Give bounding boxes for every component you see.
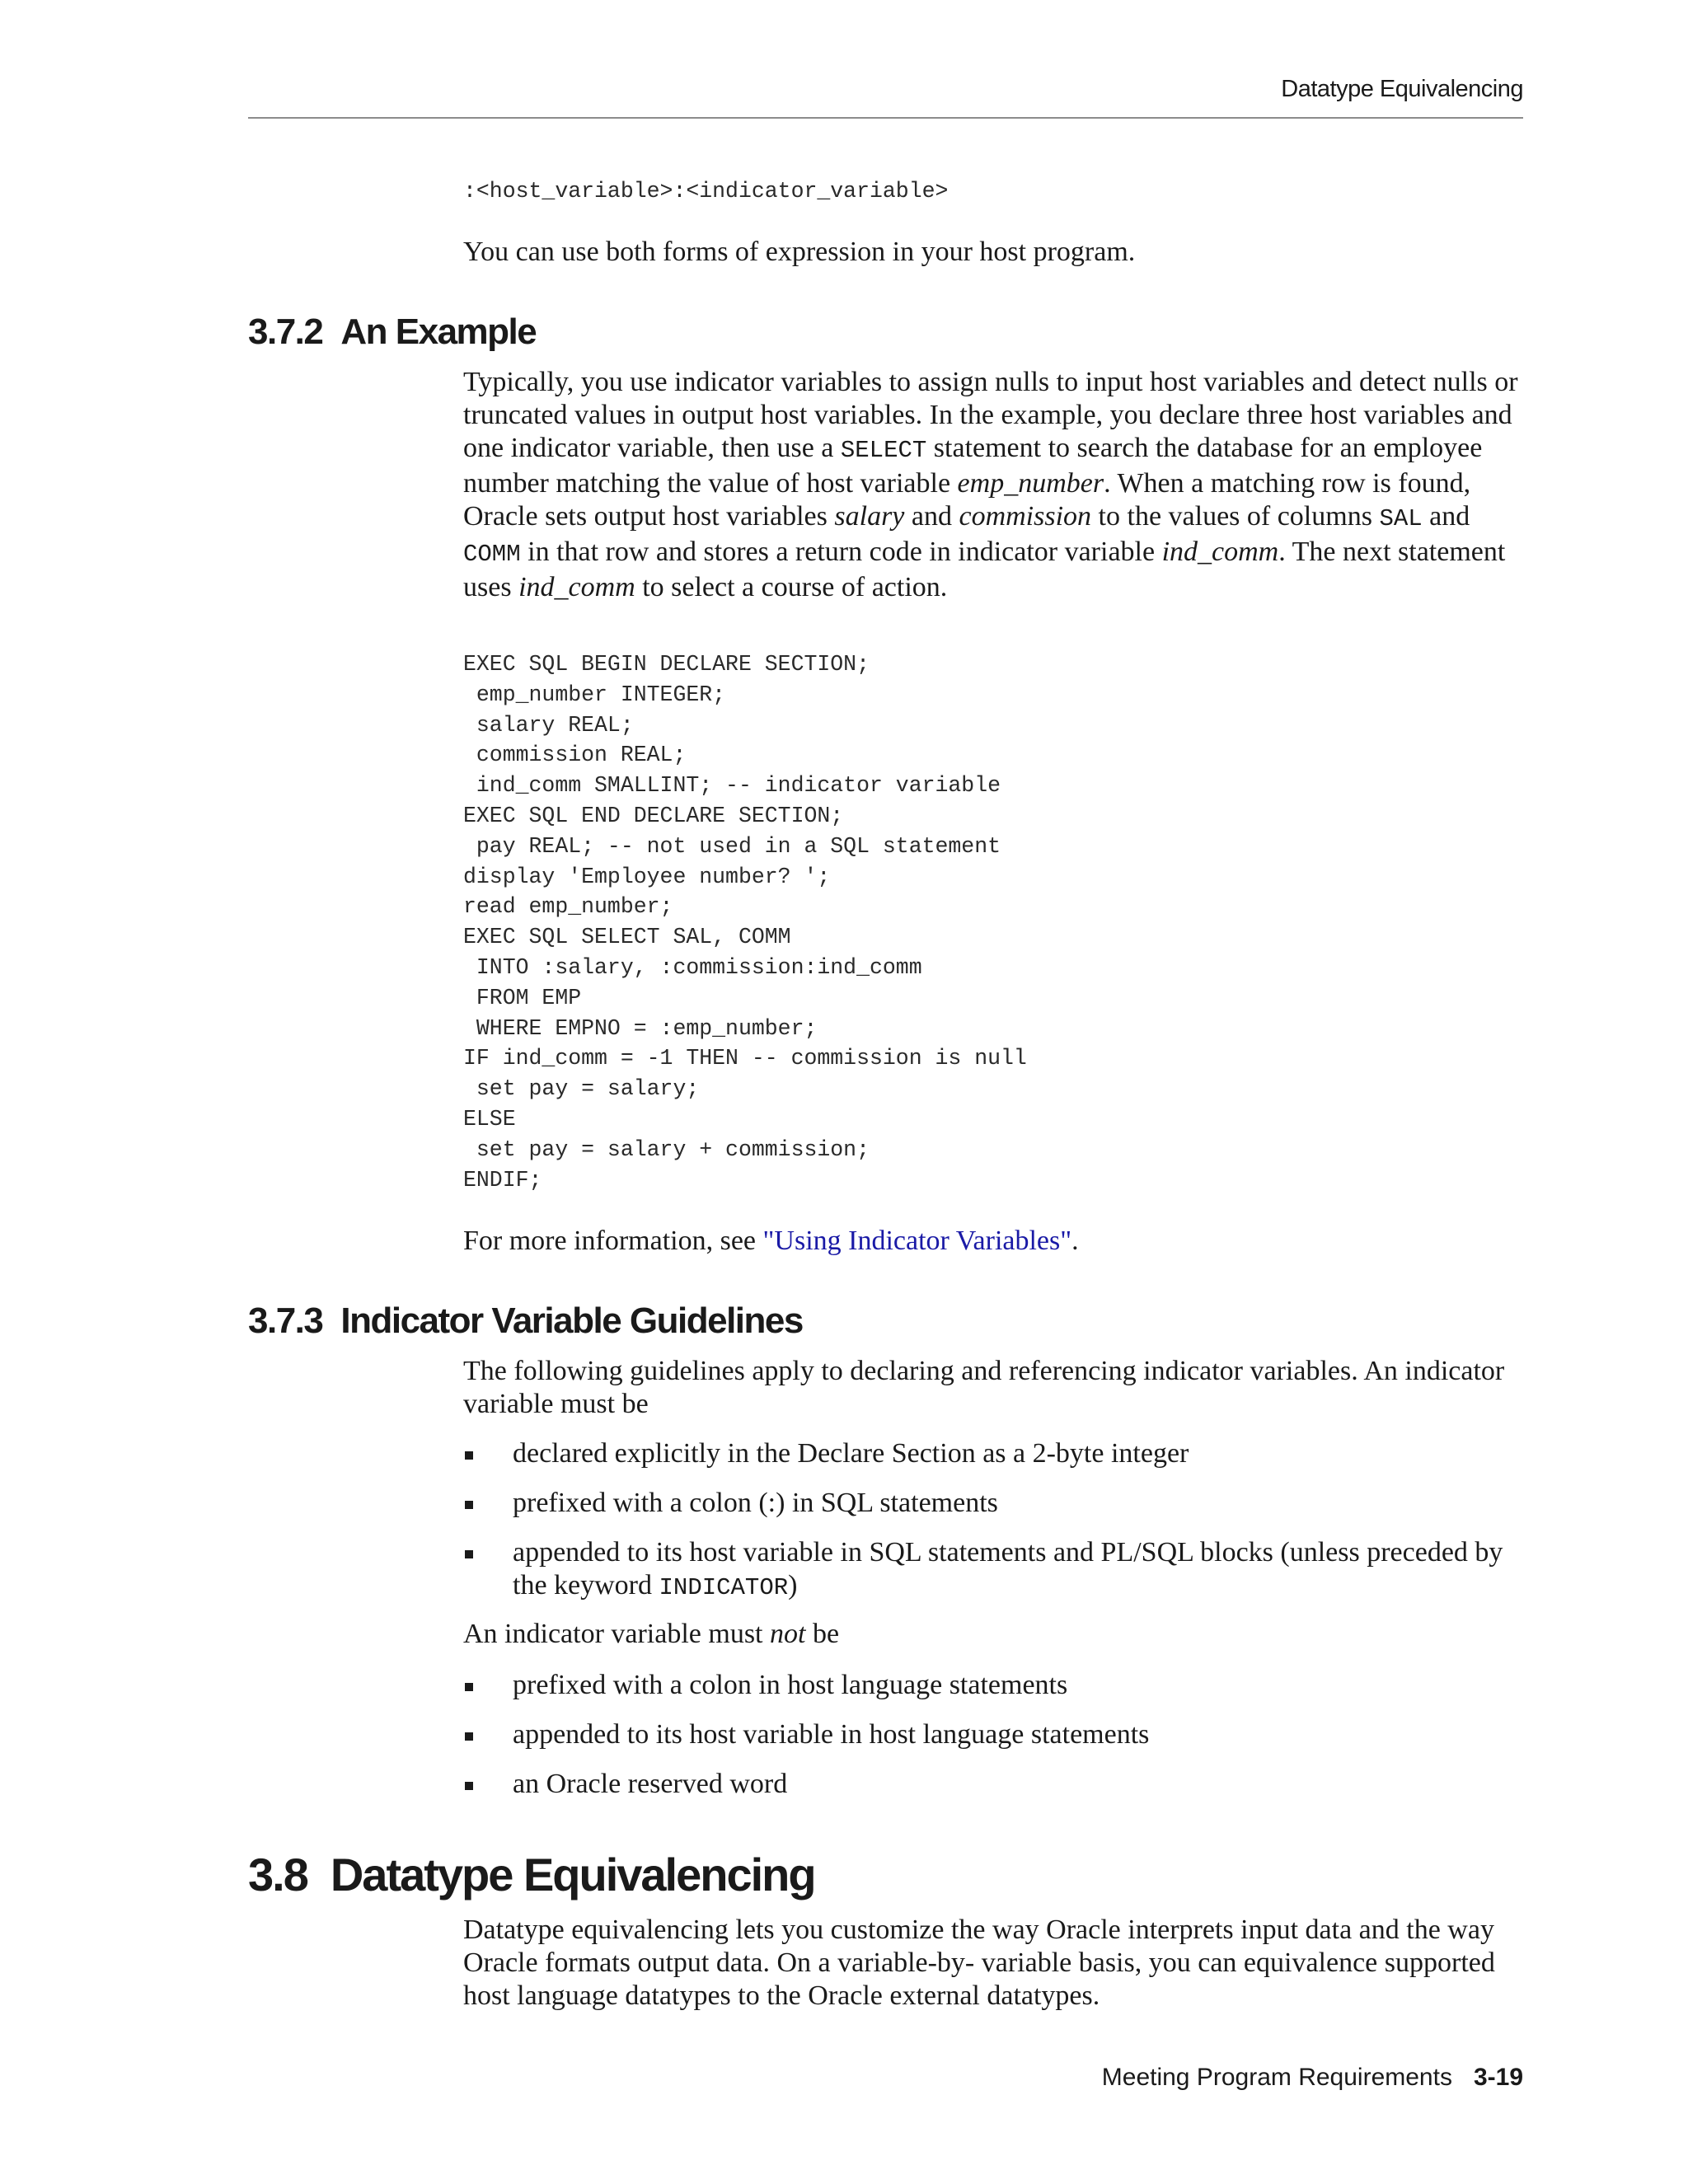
inline-code: COMM <box>463 541 521 568</box>
intro-paragraph: You can use both forms of expression in your host program. <box>463 237 1136 267</box>
square-bullet-icon <box>465 1782 473 1790</box>
text-run: in that row and stores a return code in indicator variable <box>520 537 1162 567</box>
list-item-text: appended to its host variable in host language statements <box>513 1719 1150 1750</box>
list-item-text: appended to its host variable in SQL statements and PL/SQL blocks (unless preceded by the keyword <box>513 1537 1503 1601</box>
text-run: For more information, see <box>463 1226 763 1256</box>
list-item-text: ) <box>788 1570 798 1601</box>
section-title: An Example <box>340 312 537 352</box>
list-item <box>463 1437 1526 1470</box>
text-run: . When a matching row is found, Oracle sets output host variables <box>463 468 1471 532</box>
more-info-paragraph <box>463 1225 1526 1258</box>
using-indicator-variables-link[interactable]: "Using Indicator Variables" <box>762 1226 1072 1256</box>
inline-code: INDICATOR <box>659 1574 789 1601</box>
italic-term: not <box>770 1619 806 1649</box>
text-run: statement to search the database for an employee number matching the value of host variable <box>463 433 1483 499</box>
guidelines-intro: The following guidelines apply to declaring and referencing indicator variables. An indicator variable must be <box>463 1356 1505 1419</box>
list-item-text: prefixed with a colon (:) in SQL statements <box>513 1488 998 1518</box>
footer-chapter-title: Meeting Program Requirements <box>1101 2064 1452 2091</box>
text-run: and <box>904 501 959 532</box>
equivalencing-paragraph: Datatype equivalencing lets you customize the way Oracle interprets input data and the way Oracle formats output data. On a variable-by- variable basis, you can equivalence supported host language datatypes to the Oracle external datatypes. <box>463 1915 1495 2011</box>
section-number: 3.7.3 <box>248 1301 323 1341</box>
list-item-text: prefixed with a colon in host language statements <box>513 1670 1068 1700</box>
inline-code: SELECT <box>840 437 927 464</box>
list-item <box>463 1768 1526 1801</box>
text-run: . The next statement uses <box>463 537 1506 602</box>
must-not-be-list <box>463 1669 1526 1817</box>
square-bullet-icon <box>465 1550 473 1558</box>
section-heading-372 <box>248 312 536 353</box>
italic-term: salary <box>834 501 905 532</box>
italic-term: ind_comm <box>1161 537 1279 567</box>
text-run: to select a course of action. <box>635 572 948 602</box>
section-number: 3.7.2 <box>248 312 323 352</box>
text-run: Typically, you use indicator variables to assign nulls to input host variables and detect nulls or truncated values in output host variables. In the example, you declare three host variables and one indicator variable, then use a <box>463 367 1518 463</box>
must-be-list <box>463 1437 1526 1621</box>
list-item <box>463 1669 1526 1702</box>
square-bullet-icon <box>465 1501 473 1509</box>
square-bullet-icon <box>465 1451 473 1460</box>
square-bullet-icon <box>465 1732 473 1741</box>
text-run: . <box>1071 1226 1079 1256</box>
list-item-text: declared explicitly in the Declare Section as a 2-byte integer <box>513 1438 1189 1469</box>
example-code-block: EXEC SQL BEGIN DECLARE SECTION; emp_number INTEGER; salary REAL; commission REAL; ind_comm SMALLINT; -- indicator variable EXEC SQL END DECLARE SECTION; pay REAL; -- not used in a SQL statement display 'Employee number? '; read emp_number; EXEC SQL SELECT SAL, COMM INTO :salary, :commission:ind_comm FROM EMP WHERE EMPNO = :emp_number; IF ind_comm = -1 THEN -- commission is null set pay = salary; ELSE set pay = salary + commission; ENDIF; <box>463 652 1027 1193</box>
text-run: and <box>1422 501 1470 532</box>
text-run: be <box>805 1619 840 1649</box>
section-heading-373 <box>248 1301 803 1342</box>
list-item <box>463 1487 1526 1520</box>
section-title: Indicator Variable Guidelines <box>340 1301 803 1341</box>
list-item-text: an Oracle reserved word <box>513 1769 788 1799</box>
section-title: Datatype Equivalencing <box>330 1849 815 1900</box>
section-number: 3.8 <box>248 1849 307 1900</box>
page-number: 3-19 <box>1473 2064 1523 2091</box>
indicator-syntax-code: :<host_variable>:<indicator_variable> <box>463 179 949 204</box>
example-paragraph <box>463 366 1526 604</box>
text-run: to the values of columns <box>1091 501 1380 532</box>
running-header-title: Datatype Equivalencing <box>1281 76 1523 102</box>
square-bullet-icon <box>465 1683 473 1691</box>
list-item <box>463 1536 1526 1605</box>
text-run: An indicator variable must <box>463 1619 771 1649</box>
inline-code: SAL <box>1379 505 1423 532</box>
italic-term: ind_comm <box>518 572 635 602</box>
running-header <box>248 76 1523 119</box>
list-item <box>463 1718 1526 1751</box>
section-heading-38 <box>248 1848 815 1901</box>
page-footer <box>1102 2064 1523 2092</box>
italic-term: commission <box>959 501 1092 532</box>
must-not-intro <box>463 1618 1526 1651</box>
italic-term: emp_number <box>957 468 1104 499</box>
